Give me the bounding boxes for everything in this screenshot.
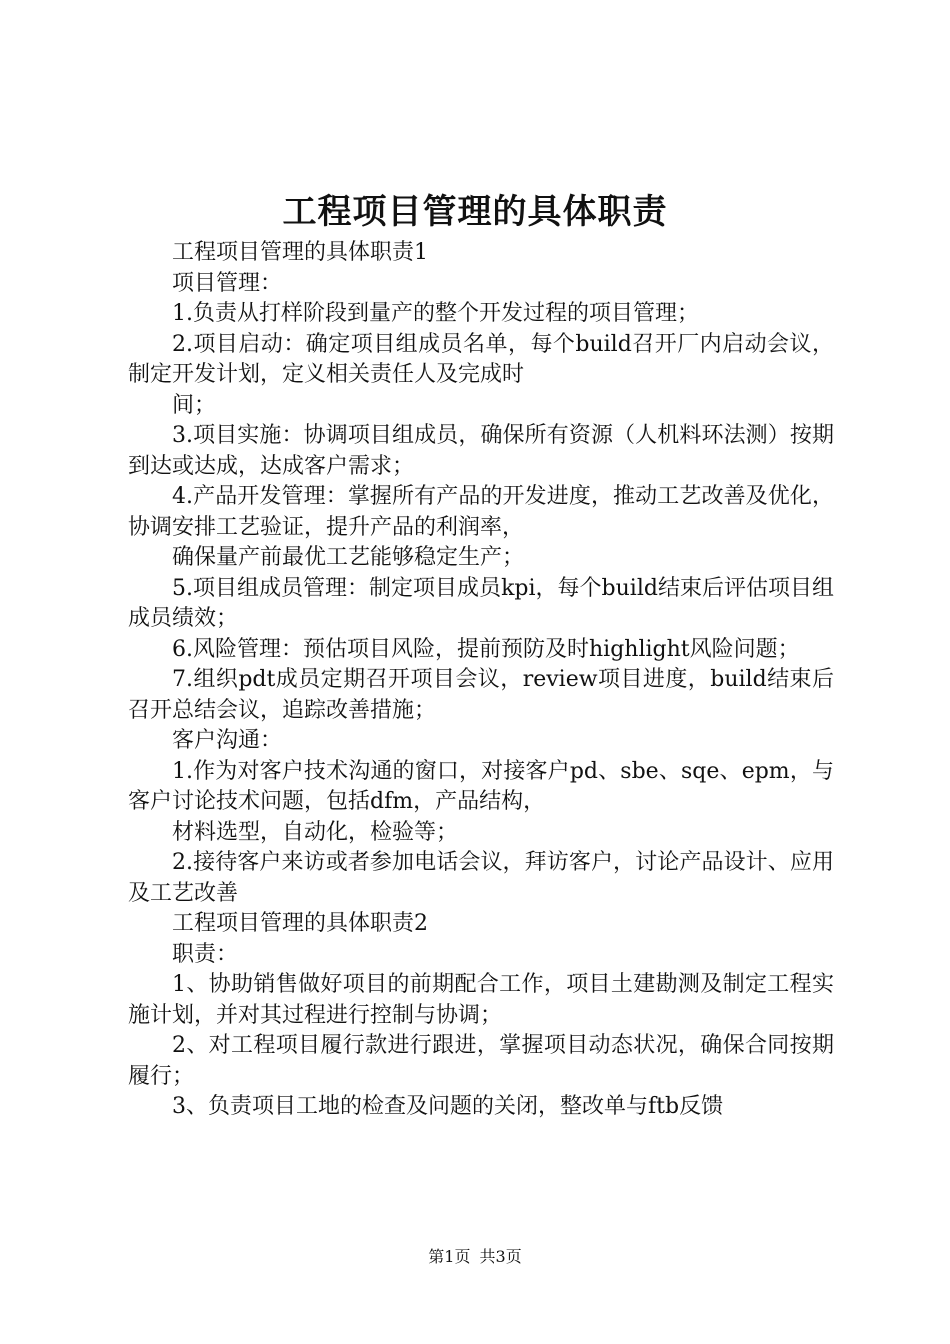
paragraph: 5.项目组成员管理：制定项目成员kpi，每个build结束后评估项目组成员绩效； bbox=[128, 575, 834, 631]
paragraph: 6.风险管理：预估项目风险，提前预防及时highlight风险问题； bbox=[172, 636, 800, 662]
paragraph: 材料选型，自动化，检验等； bbox=[172, 819, 459, 845]
paragraph: 2.接待客户来访或者参加电话会议，拜访客户，讨论产品设计、应用及工艺改善 bbox=[128, 850, 834, 906]
document-title: 工程项目管理的具体职责 bbox=[282, 192, 668, 232]
paragraph: 客户沟通： bbox=[172, 728, 283, 753]
paragraph: 2、对工程项目履行款进行跟进，掌握项目动态状况，确保合同按期履行； bbox=[128, 1033, 834, 1089]
paragraph: 4.产品开发管理：掌握所有产品的开发进度，推动工艺改善及优化，协调安排工艺验证，提升产品的利润率， bbox=[128, 484, 834, 540]
paragraph: 工程项目管理的具体职责2 bbox=[172, 911, 428, 936]
paragraph: 确保量产前最优工艺能够稳定生产； bbox=[172, 545, 525, 570]
document-body bbox=[128, 238, 834, 1123]
paragraph: 1.负责从打样阶段到量产的整个开发过程的项目管理； bbox=[172, 301, 699, 326]
paragraph: 1.作为对客户技术沟通的窗口，对接客户pd、sbe、sqe、epm，与客户讨论技术问题，包括dfm，产品结构， bbox=[128, 758, 834, 814]
paragraph: 项目管理： bbox=[172, 270, 283, 296]
paragraph: 间； bbox=[172, 392, 217, 418]
paragraph: 3、负责项目工地的检查及问题的关闭，整改单与ftb反馈 bbox=[172, 1094, 724, 1119]
paragraph: 3.项目实施：协调项目组成员，确保所有资源（人机料环法测）按期到达或达成，达成客户需求； bbox=[128, 423, 834, 479]
paragraph: 7.组织pdt成员定期召开项目会议，review项目进度，build结束后召开总结会议，追踪改善措施； bbox=[128, 667, 834, 723]
paragraph: 职责： bbox=[172, 941, 239, 967]
page-footer bbox=[0, 1244, 950, 1267]
page-total: 共3页 bbox=[479, 1247, 522, 1266]
paragraph: 1、协助销售做好项目的前期配合工作，项目土建勘测及制定工程实施计划，并对其过程进行控制与协调； bbox=[128, 972, 834, 1028]
paragraph: 工程项目管理的具体职责1 bbox=[172, 240, 428, 265]
page-number: 第1页 bbox=[428, 1247, 471, 1266]
paragraph: 2.项目启动：确定项目组成员名单，每个build召开厂内启动会议，制定开发计划，定义相关责任人及完成时 bbox=[128, 331, 834, 387]
